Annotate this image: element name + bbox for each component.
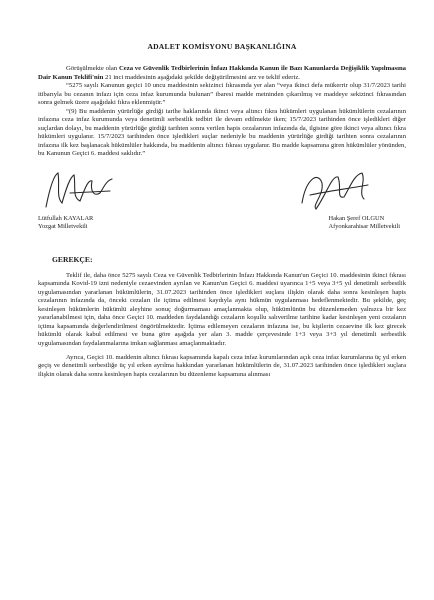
signature-scribble-right <box>292 165 372 215</box>
intro-paragraph <box>38 65 406 82</box>
document-heading: ADALET KOMİSYONU BAŞKANLIĞINA <box>147 42 297 51</box>
signatory-constituency: Yozgat Milletvekili <box>38 222 88 230</box>
intro-tail: 21 inci maddesinin aşağıdaki şekilde değiştirilmesini arz ve teklif ederiz. <box>103 73 300 81</box>
signatory-left <box>38 215 93 231</box>
signatory-name: Lütfullah KAYALAR <box>38 214 94 222</box>
intro-bill-title: Ceza ve Güvenlik Tedbirlerinin İnfazı Hakkında Kanun ile Bazı Kanunlarda Değişiklik Yapılmasına Dair Kanun Teklifi'nin <box>38 65 407 81</box>
rationale-body <box>38 272 406 379</box>
intro-lead: Görüşülmekte olan <box>66 65 119 72</box>
rationale-paragraph-1: Teklif ile, daha önce 5275 sayılı Ceza ve Güvenlik Tedbirlerinin İnfazı Hakkında Kanun'un Geçici 10. maddesinin ikinci fıkrası kapsamında Kovid-19 izni nedeniyle cezaevinden ayrılan ve Kanun'un Geçici 6. maddesi uyarınca 1+5 veya 3+5 yıl denetimli serbestlik uygulamasından yararlanan hükümlülerin, 31.07.2023 tarihinden önce işledikleri suçlara ilişkin olarak daha sonra kesinleşen hapis cezalarının infazında da, önceki cezaları ile içtima edilmesi kaydıyla aynı hükmün uygulanması hedeflenmektedir. Bu şekilde, geç kesinleşen hükümlerin hükümlü aleyhine sonuç doğurmaması amaçlanmakta olup, hükümlünün bu düzenlemeden yalnızca bir kez yararlanabilmesi için, daha önce Geçici 10. maddeden faydalandığı cezaların koşullu salıverilme tarihine kadar kesinleşen yeni cezaların içtima kapsamında değerlendirilmesi öngörülmektedir. İçtima edilemeyen cezaların infazına ise, bu kişilerin cezaevine ilk kez girecek hükümlü olarak kabul edilmesi ve buna göre aşağıda yer alan 3. madde çerçevesinde 1+3 veya 3+3 yıl denetimli serbestlik uygulamasından faydalanmalarına imkan sağlanması amaçlanmaktadır. <box>38 271 406 347</box>
article-paragraph-1: “5275 sayılı Kanunun geçici 10 uncu maddesinin sekizinci fıkrasında yer alan “veya ikinci defa mükerrir olup 31/7/2023 tarihi itibarıyla bu cezanın infazı için ceza infaz kurumunda bulunan” ibaresi madde metninden çıkarılmış ve maddeye sekizinci fıkrasından sonra gelmek üzere aşağıdaki fıkra eklenmiştir.” <box>38 82 406 107</box>
signatory-name: Hakan Şeref OLGUN <box>328 214 385 222</box>
signature-block <box>38 165 406 247</box>
rationale-paragraph-2: Ayrıca, Geçici 10. maddenin altıncı fıkrası kapsamında kapalı ceza infaz kurumlarından açık ceza infaz kurumlarına üç yıl erken geçiş ve denetimli serbestliğe üç yıl erken ayrılma hakkından yararlanan hükümlülerin de, 31.07.2023 tarihinden önce işledikleri suçlara ilişkin olarak daha sonra kesinleşen hapis cezalarının bu düzenleme kapsamına alınması <box>38 353 406 378</box>
article-paragraph-2: “(9) Bu maddenin yürürlüğe girdiği tarihe haklarında ikinci veya altıncı fıkra hükümleri uygulanan hükümlülerin cezalarının infazına ceza infaz kurumunda veya denetimli serbestlik tedbiri ile devam edilmekte iken; 15/7/2023 tarihinden önce işledikleri diğer suçlardan dolayı, bu maddenin yürürlüğe girdiği tarihten sonra verilen hapis cezalarının infazında da, ilgisine göre ikinci veya altıncı fıkra hükümleri uygulanır. 15/7/2023 tarihinden önce işledikleri suçlar nedeniyle bu maddenin yürürlüğe girdiği tarihten sonra cezalarının infazına ilk kez başlanacak hükümlüler hakkında, bu maddenin altıncı fıkrası uygulanır. Bu madde kapsamına giren hükümlüler yönünden, bu Kanunun Geçici 6. maddesi saklıdır.” <box>38 107 406 158</box>
rationale-heading: GEREKÇE: <box>52 254 93 264</box>
signatory-constituency: Afyonkarahisar Milletvekili <box>328 222 400 230</box>
signature-scribble-left <box>40 167 120 211</box>
signatory-right <box>328 215 400 231</box>
